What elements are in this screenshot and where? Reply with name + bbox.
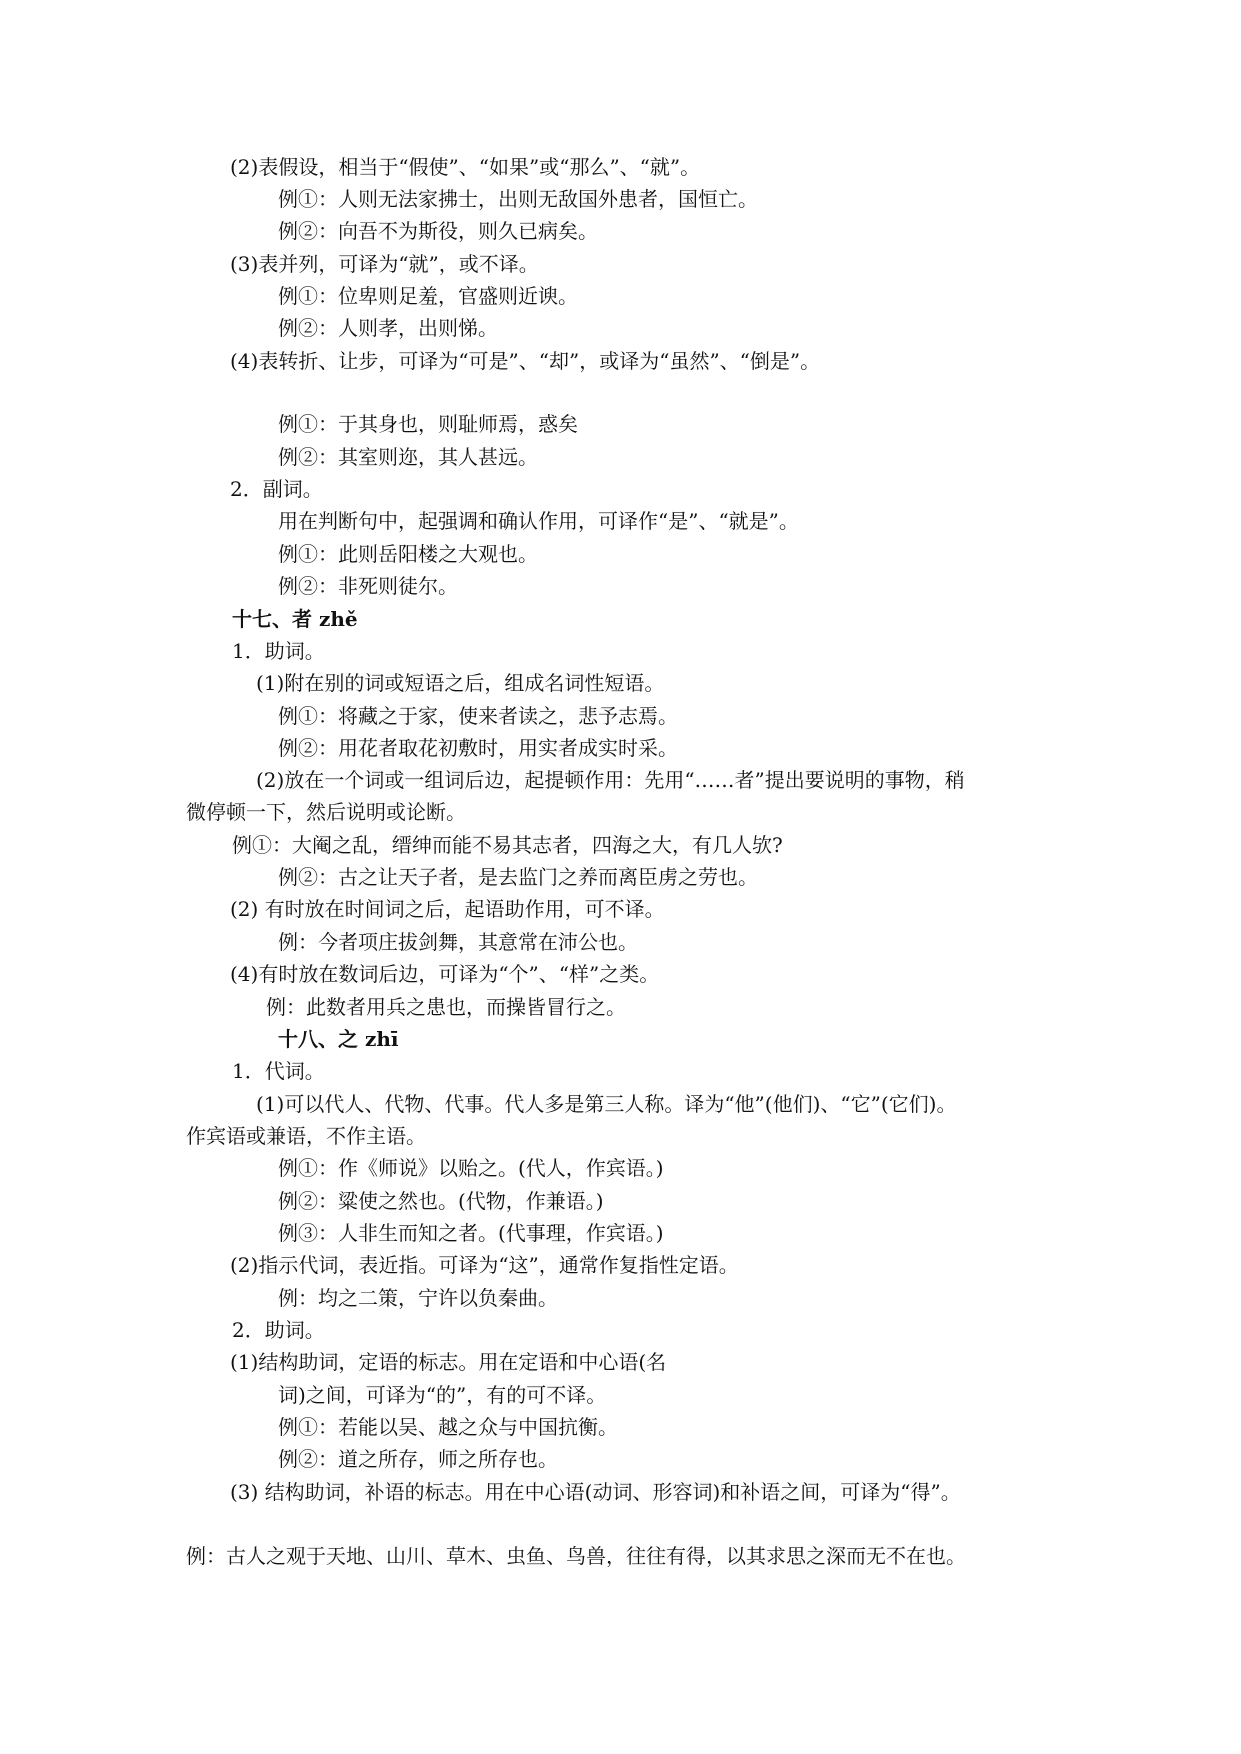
text-line: (2) 有时放在时间词之后，起语助作用，可不译。	[230, 897, 665, 921]
text-line: (3)表并列，可译为“就”，或不译。	[230, 252, 539, 276]
text-line: 例①：若能以吴、越之众与中国抗衡。	[278, 1415, 618, 1439]
text-line: 例①：大阉之乱，缙绅而能不易其志者，四海之大，有几人欤?	[232, 833, 783, 857]
text-line: (4)表转折、让步，可译为“可是”、“却”，或译为“虽然”、“倒是”。	[230, 349, 821, 373]
text-line: 例：均之二策，宁许以负秦曲。	[278, 1286, 558, 1310]
text-line: 例②：人则孝，出则悌。	[278, 316, 498, 340]
text-line: 例②：其室则迩，其人甚远。	[278, 445, 538, 469]
text-line: (3) 结构助词，补语的标志。用在中心语(动词、形容词)和补语之间，可译为“得”。	[230, 1480, 961, 1504]
text-line: (2)表假设，相当于“假使”、“如果”或“那么”、“就”。	[230, 155, 701, 179]
text-line: (4)有时放在数词后边，可译为“个”、“样”之类。	[230, 962, 660, 986]
text-line: 词)之间，可译为“的”，有的可不译。	[278, 1383, 607, 1407]
text-line: 2．助词。	[232, 1318, 325, 1342]
text-line: 例②：道之所存，师之所存也。	[278, 1447, 558, 1471]
text-line: 例：今者项庄拔剑舞，其意常在沛公也。	[278, 930, 638, 954]
text-line: 例：古人之观于天地、山川、草木、虫鱼、鸟兽，往往有得，以其求思之深而无不在也。	[186, 1544, 966, 1568]
text-line: (2)指示代词，表近指。可译为“这”，通常作复指性定语。	[230, 1253, 739, 1277]
text-line: 例：此数者用兵之患也，而操皆冒行之。	[266, 995, 626, 1019]
text-line: 例③：人非生而知之者。(代事理，作宾语。)	[278, 1221, 664, 1245]
text-line: (1)结构助词，定语的标志。用在定语和中心语(名	[230, 1350, 667, 1374]
text-line: 2．副词。	[230, 477, 323, 501]
text-line: 例①：此则岳阳楼之大观也。	[278, 542, 538, 566]
text-line: 微停顿一下，然后说明或论断。	[186, 800, 466, 824]
section-heading: 十七、者 zhě	[232, 607, 358, 631]
text-line: 例②：用花者取花初敷时，用实者成实时采。	[278, 736, 678, 760]
text-line: 例①：作《师说》以贻之。(代人，作宾语。)	[278, 1156, 664, 1180]
text-line: 例①：将藏之于家，使来者读之，悲予志焉。	[278, 704, 678, 728]
text-line: (1)附在别的词或短语之后，组成名词性短语。	[256, 671, 665, 695]
text-line: 用在判断句中，起强调和确认作用，可译作“是”、“就是”。	[278, 509, 799, 533]
text-line: 例②：非死则徒尔。	[278, 574, 458, 598]
text-line: 例②：粱使之然也。(代物，作兼语。)	[278, 1189, 604, 1213]
text-line: 例①：于其身也，则耻师焉，惑矣	[278, 412, 578, 436]
text-line: 例①：位卑则足羞，官盛则近谀。	[278, 284, 578, 308]
section-heading: 十八、之 zhī	[278, 1027, 399, 1051]
text-line: (2)放在一个词或一组词后边，起提顿作用：先用“……者”提出要说明的事物，稍	[256, 768, 965, 792]
text-line: (1)可以代人、代物、代事。代人多是第三人称。译为“他”(他们)、“它”(它们)。	[256, 1092, 957, 1116]
text-line: 1．代词。	[232, 1059, 325, 1083]
text-line: 例②：古之让天子者，是去监门之养而离臣虏之劳也。	[278, 865, 758, 889]
text-line: 例②：向吾不为斯役，则久已病矣。	[278, 219, 598, 243]
text-line: 例①：人则无法家拂士，出则无敌国外患者，国恒亡。	[278, 187, 758, 211]
text-line: 1．助词。	[232, 639, 325, 663]
text-line: 作宾语或兼语，不作主语。	[186, 1124, 426, 1148]
